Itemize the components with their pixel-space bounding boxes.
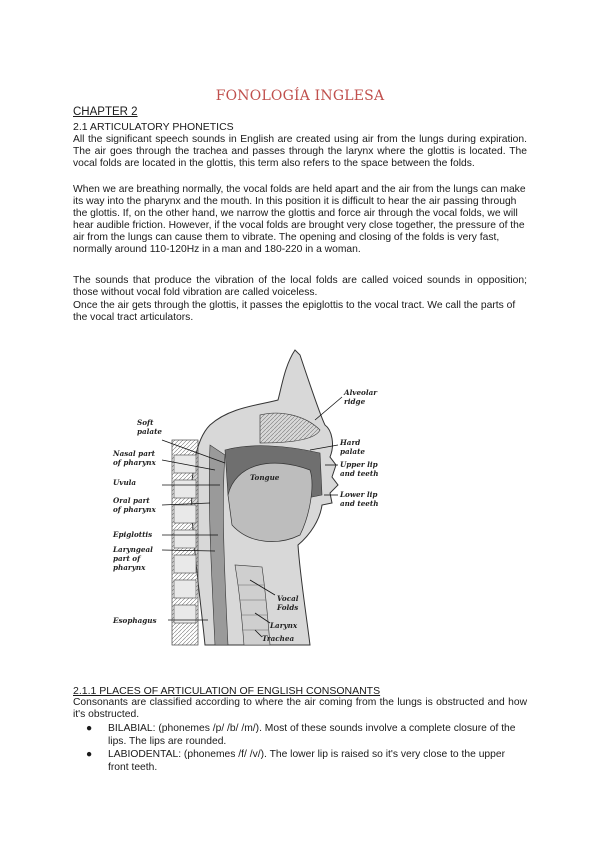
label-laryngeal-pharynx: Laryngeal part of pharynx [113, 545, 153, 572]
label-uvula: Uvula [113, 478, 137, 487]
label-hard-palate: Hard palate [340, 438, 365, 456]
label-tongue: Tongue [250, 473, 280, 482]
page-title: FONOLOGÍA INGLESA [215, 88, 385, 104]
label-upper-lip: Upper lip and teeth [340, 460, 379, 478]
chapter-heading: CHAPTER 2 [73, 106, 138, 118]
label-alveolar-ridge: Alveolar ridge [344, 388, 378, 406]
subsection-paragraph: Consonants are classified according to where the air coming from the lungs is obstructed and how it's obstructed. [73, 697, 527, 721]
label-larynx: Larynx [270, 621, 298, 630]
label-oral-pharynx: Oral part of pharynx [113, 496, 156, 514]
list-item [86, 723, 527, 748]
label-trachea: Trachea [262, 634, 295, 643]
label-esophagus: Esophagus [113, 616, 157, 625]
section-heading: 2.1 ARTICULATORY PHONETICS [73, 121, 234, 133]
paragraph-1: All the significant speech sounds in English are created using air from the lungs during expiration. The air goes through the trachea and passes through the larynx where the glottis is located. The vocal folds are located in the glottis, this term also refers to the space between the folds. [73, 134, 527, 170]
label-lower-lip: Lower lip and teeth [340, 490, 379, 508]
paragraph-4: Once the air gets through the glottis, it passes the epiglottis to the vocal tract. We call the parts of the vocal tract articulators. [73, 300, 516, 324]
bullet-list [86, 723, 527, 775]
bullet-text: LABIODENTAL: (phonemes /f/ /v/). The lower lip is raised so it's very close to the upper front teeth. [108, 749, 506, 773]
bullet-dot-icon: ● [86, 749, 93, 760]
label-nasal-pharynx: Nasal part of pharynx [113, 449, 156, 467]
label-epiglottis: Epiglottis [113, 530, 153, 539]
bullet-text: BILABIAL: (phonemes /p/ /b/ /m/). Most of these sounds involve a complete closure of the lips. The lips are rounded. [108, 723, 516, 747]
bullet-dot-icon: ● [86, 723, 93, 734]
list-item [86, 749, 527, 774]
subsection-heading: 2.1.1 PLACES OF ARTICULATION OF ENGLISH CONSONANTS [73, 685, 381, 697]
label-soft-palate: Soft palate [137, 418, 162, 436]
paragraph-2: When we are breathing normally, the vocal folds are held apart and the air from the lungs can make its way into the pharynx and the mouth. In this position it is difficult to hear the air passing through the glottis. If, on the other hand, we narrow the glottis and force air through the vocal folds, we will hear audible friction. However, if the vocal folds are brought very close together, the pressure of the air from the lungs can cause them to vibrate. The opening and closing of the folds is very fast, normally around 110-120Hz in a man and 180-220 in a woman. [73, 184, 526, 256]
paragraph-3: The sounds that produce the vibration of the local folds are called voiced sounds in opposition; those without vocal fold vibration are called voiceless. [73, 275, 527, 299]
label-vocal-folds: Vocal Folds [277, 594, 299, 612]
vocal-tract-diagram [110, 345, 395, 650]
